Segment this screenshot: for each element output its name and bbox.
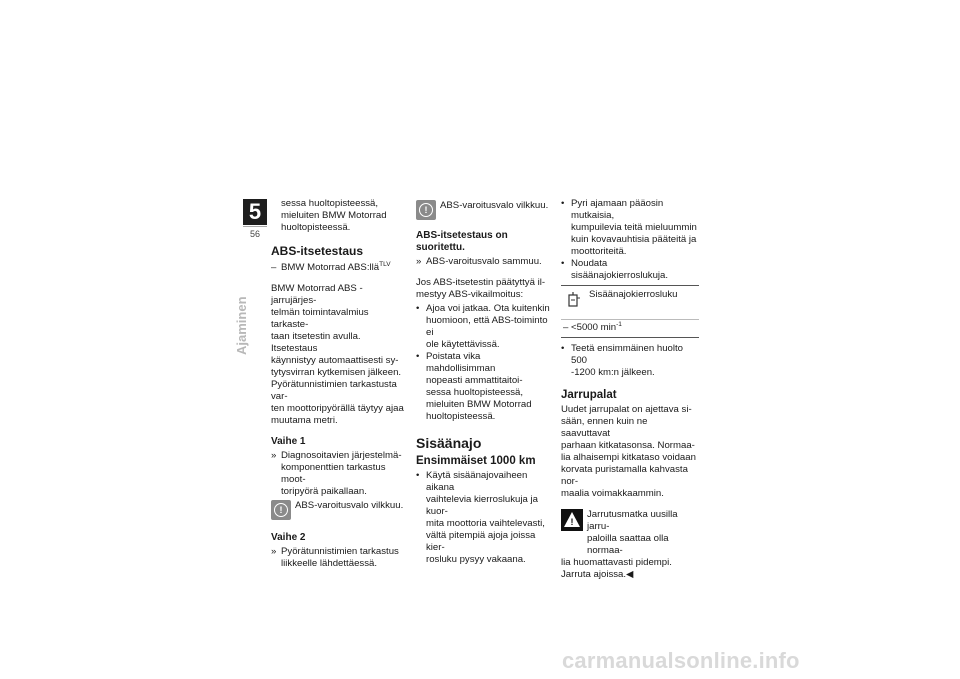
option-line: – BMW Motorrad ABS:llä$^{TLV}$ [271,260,391,273]
step1-item: » Diagnosoitavien järjestelmä- komponenttien tarkastus moot- toripyörä paikallaan. [271,450,402,497]
run-in-rpm-box-header [561,286,699,320]
page-number: 56 [243,226,267,240]
run-in-rpm-box-title: Sisäänajokierrosluku [589,289,678,300]
column-2 [416,198,550,566]
fail-intro: Jos ABS-itsetestin päätyttyä il- mestyy ABS-vikailmoitus: [416,277,546,300]
step2-heading: Vaihe 2 [271,532,306,543]
column-3 [561,198,699,581]
first-service-bullet: • Teetä ensimmäinen huolto 500 -1200 km:n jälkeen. [561,343,683,378]
run-in-heading: Sisäänajo [416,435,482,451]
rpm-bullet: • Noudata sisäänajokierroslukuja. [561,258,669,281]
first-1000km-heading: Ensimmäiset 1000 km [416,455,536,467]
abs-warning-row-1: ! ABS-varoitusvalo vilkkuu. [271,500,405,522]
section-title: Ajaminen [234,296,249,355]
brake-warning: ! Jarrutusmatka uusilla jarru- paloilla saattaa olla normaa- lia huomattavasti pidempi. Jarruta ajoissa.◀ [561,509,678,580]
chapter-tab [243,199,267,239]
step1-heading: Vaihe 1 [271,436,306,447]
run-in-rpm-box [561,285,699,338]
engine-speed-icon [567,291,581,307]
column-1 [271,198,405,570]
step2-item: » Pyörätunnistimien tarkastus liikkeelle lähdettäessä. [271,546,399,569]
abs-body: BMW Motorrad ABS -jarrujärjes- telmän toimintavalmius tarkaste- taan itsetestin avulla. Itsetestaus käynnistyy automaattisesti sy- tytysvirran kytkemisen jälkeen. Pyörätunnistimien tarkastusta var- ten moottoripyörällä täytyy ajaa muutama metri. [271,283,404,426]
abs-warning-row-2: ! ABS-varoitusvalo vilkkuu. [416,200,550,222]
intro-text: sessa huoltopisteessä, mieluiten BMW Motorrad huoltopisteessä. [281,198,387,233]
watermark: carmanualsonline.info [562,648,800,673]
run-in-rpm-value: – <5000 $\min^{-1}$ [563,320,622,333]
warning-triangle-icon: ! [561,509,583,531]
roads-bullet: • Pyri ajamaan pääosin mutkaisia, kumpuilevia teitä mieluummin kuin kovavauhtisia pääteitä ja moottoriteitä. [561,198,697,257]
abs-warning-light-icon: ! [271,500,291,520]
selftest-done-item: » ABS-varoitusvalo sammuu. [416,256,542,267]
fail-bullet-2: • Poistata vika mahdollisimman nopeasti ammattitaitoi- sessa huoltopisteessä, mieluiten BMW Motorrad huoltopisteessä. [416,351,532,422]
selftest-done-heading: ABS-itsetestaus on suoritettu. [416,230,508,253]
run-in-bullet: • Käytä sisäänajovaiheen aikana vaihtelevia kierroslukuja ja kuor- mita moottoria vaihtelevasti, vältä pitempiä ajoja joissa kier- rosluku pysyy vakaana. [416,470,545,565]
abs-selftest-heading: ABS-itsetestaus [271,244,364,258]
brake-pads-body: Uudet jarrupalat on ajettava si- sään, ennen kuin ne saavuttavat parhaan kitkatasonsa. Normaa- lia alhaisempi kitkataso voidaan korvata puristamalla kahvasta nor- maalia voimakkaammin. [561,404,696,499]
abs-warning-light-icon: ! [416,200,436,220]
chapter-number: 5 [243,199,267,225]
fail-bullet-1: • Ajoa voi jatkaa. Ota kuitenkin huomioon, että ABS-toiminto ei ole käytettävissä. [416,303,550,350]
brake-pads-heading: Jarrupalat [561,389,617,401]
